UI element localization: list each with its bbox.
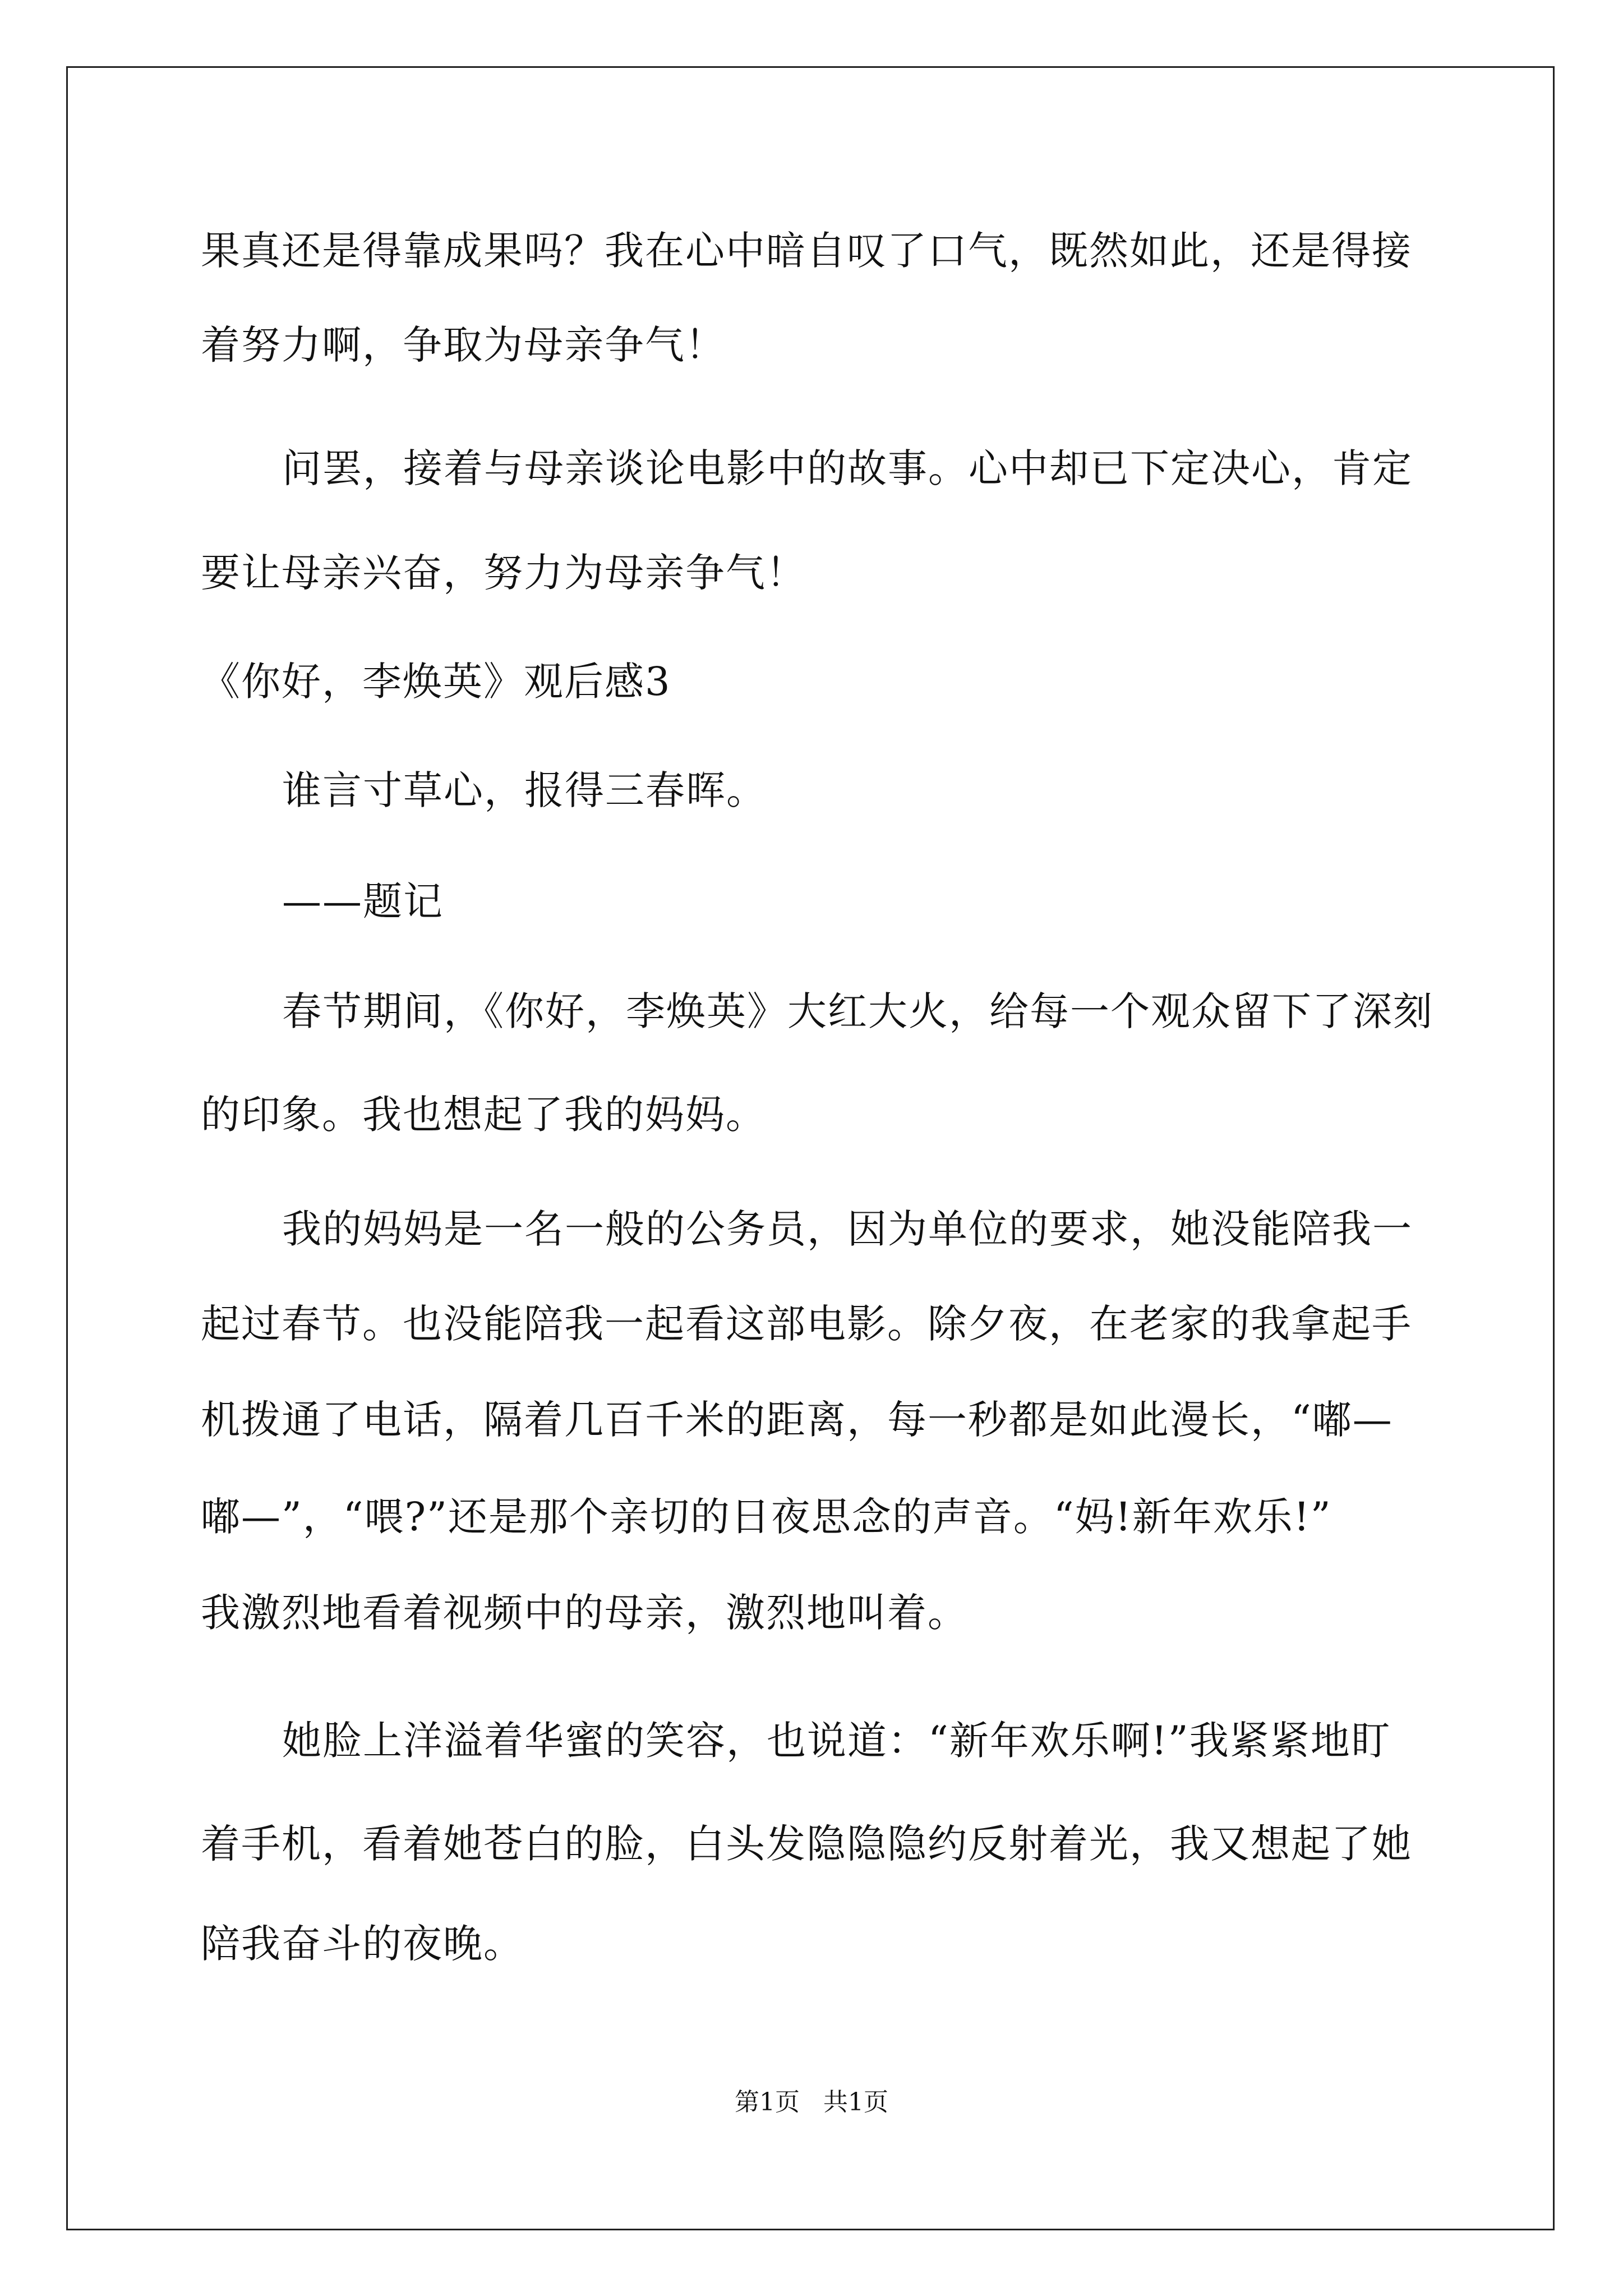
paragraph-line: 谁言寸草心，报得三春晖。 [282, 767, 767, 813]
paragraph-line: 着努力啊，争取为母亲争气！ [201, 322, 726, 368]
paragraph-line: 问罢，接着与母亲谈论电影中的故事。心中却已下定决心，肯定 [282, 445, 1413, 491]
section-heading: 《你好，李焕英》观后感3 [201, 659, 671, 705]
paragraph-line: 的印象。我也想起了我的妈妈。 [201, 1092, 766, 1138]
paragraph-line: 我激烈地看着视频中的母亲，激烈地叫着。 [201, 1590, 968, 1636]
paragraph-line: 要让母亲兴奋，努力为母亲争气！ [201, 550, 806, 596]
paragraph-line: 我的妈妈是一名一般的公务员，因为单位的要求，她没能陪我一 [282, 1206, 1413, 1252]
page-border [66, 66, 1555, 2230]
paragraph-line: 她脸上洋溢着华蜜的笑容，也说道：“新年欢乐啊!”我紧紧地盯 [282, 1718, 1391, 1764]
paragraph-line: 着手机，看着她苍白的脸，白头发隐隐隐约反射着光，我又想起了她 [201, 1821, 1412, 1867]
paragraph-line: 陪我奋斗的夜晚。 [201, 1921, 524, 1967]
page-footer: 第1页 共1页 [735, 2088, 888, 2116]
epigraph-attribution: ——题记 [282, 878, 444, 924]
paragraph-line: 春节期间，《你好，李焕英》大红大火，给每一个观众留下了深刻 [282, 988, 1433, 1034]
paragraph-line: 嘟—”，“喂?”还是那个亲切的日夜思念的声音。“妈!新年欢乐!” [201, 1494, 1332, 1540]
paragraph-line: 机拨通了电话，隔着几百千米的距离，每一秒都是如此漫长，“嘟— [201, 1397, 1393, 1443]
paragraph-line: 起过春节。也没能陪我一起看这部电影。除夕夜，在老家的我拿起手 [201, 1301, 1412, 1347]
paragraph-line: 果真还是得靠成果吗？我在心中暗自叹了口气，既然如此，还是得接 [201, 228, 1412, 274]
